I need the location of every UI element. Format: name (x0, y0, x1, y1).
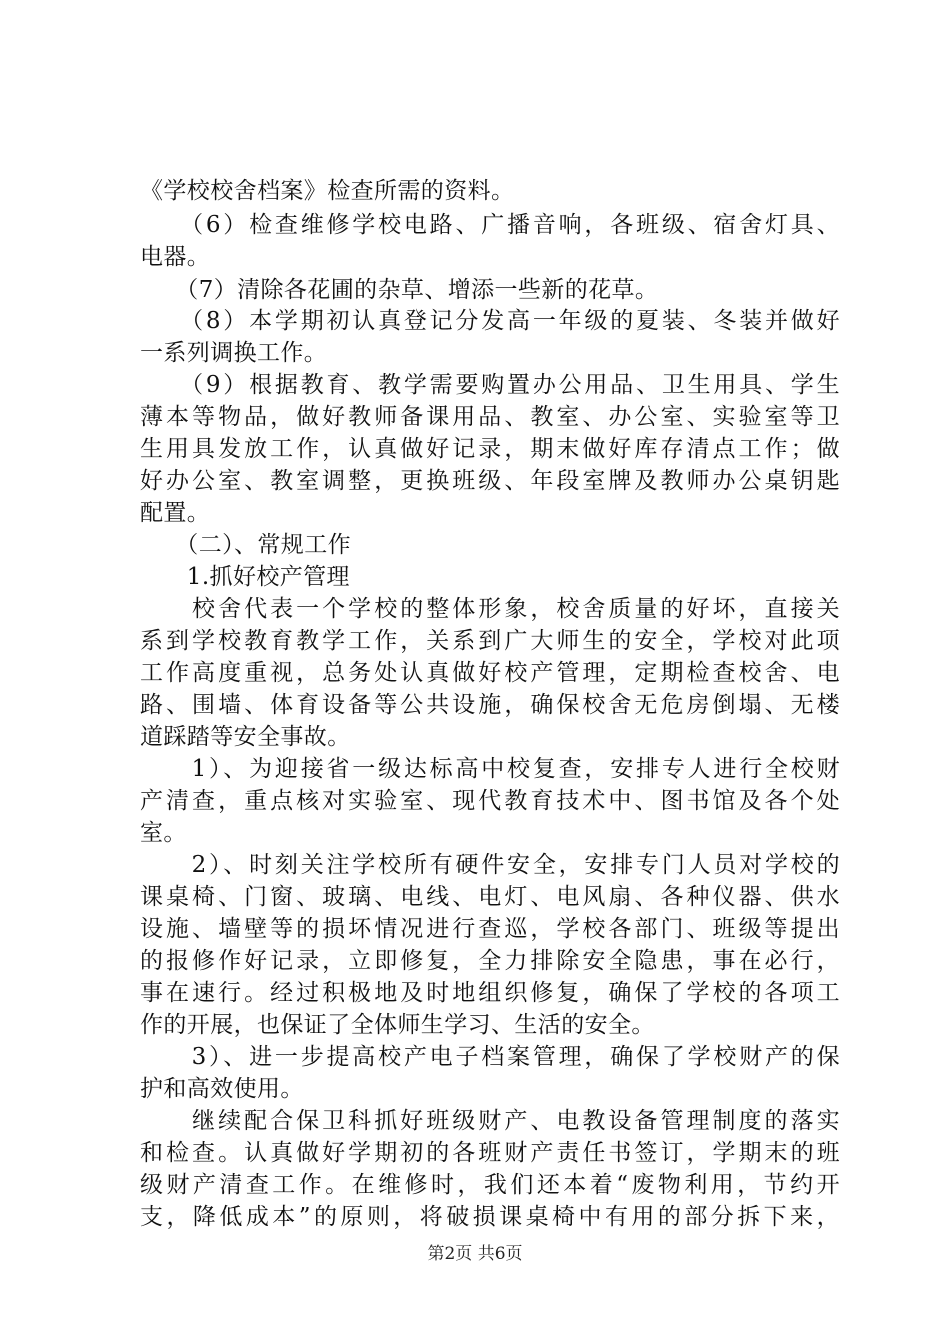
text-line: 作的开展，也保证了全体师生学习、生活的安全。 (140, 1012, 655, 1038)
text-line: 道踩踏等安全事故。 (140, 724, 351, 750)
text-line: 的报修作好记录，立即修复，全力排除安全隐患，事在必行， (140, 948, 840, 974)
text-line: 电器。 (140, 244, 211, 270)
text-line: 好办公室、教室调整，更换班级、年段室牌及教师办公桌钥匙 (140, 468, 840, 494)
text-line: 继续配合保卫科抓好班级财产、电教设备管理制度的落实 (140, 1108, 840, 1134)
text-line: 1）、为迎接省一级达标高中校复查，安排专人进行全校财 (140, 756, 840, 782)
text-line: 配置。 (140, 500, 211, 526)
text-line: 3）、进一步提高校产电子档案管理，确保了学校财产的保 (140, 1044, 840, 1070)
text-line: 系到学校教育教学工作，关系到广大师生的安全，学校对此项 (140, 628, 840, 654)
text-line: （6）检查维修学校电路、广播音响，各班级、宿舍灯具、 (140, 212, 840, 238)
text-line: 产清查，重点核对实验室、现代教育技术中、图书馆及各个处 (140, 788, 840, 814)
text-line: 《学校校舍档案》检查所需的资料。 (140, 178, 515, 204)
text-line: 2）、时刻关注学校所有硬件安全，安排专门人员对学校的 (140, 852, 840, 878)
text-line: 支，降低成本”的原则，将破损课桌椅中有用的部分拆下来， (140, 1204, 840, 1230)
subsection-heading: 1.抓好校产管理 (140, 564, 350, 590)
text-line: 路、围墙、体育设备等公共设施，确保校舍无危房倒塌、无楼 (140, 692, 840, 718)
text-line: （8）本学期初认真登记分发高一年级的夏装、冬装并做好 (140, 308, 840, 334)
text-line: 设施、墙壁等的损坏情况进行查巡，学校各部门、班级等提出 (140, 916, 840, 942)
text-line: 级财产清查工作。在维修时，我们还本着“废物利用，节约开 (140, 1172, 840, 1198)
section-heading: （二）、常规工作 (140, 532, 351, 558)
page-number-footer: 第2页 共6页 (427, 1244, 523, 1264)
text-line: 护和高效使用。 (140, 1076, 304, 1102)
text-line: 室。 (140, 820, 187, 846)
text-line: 工作高度重视，总务处认真做好校产管理，定期检查校舍、电 (140, 660, 840, 686)
text-line: 和检查。认真做好学期初的各班财产责任书签订，学期末的班 (140, 1140, 840, 1166)
text-line: 生用具发放工作，认真做好记录，期末做好库存清点工作；做 (140, 436, 840, 462)
text-line: 事在速行。经过积极地及时地组织修复，确保了学校的各项工 (140, 980, 840, 1006)
text-line: 薄本等物品，做好教师备课用品、教室、办公室、实验室等卫 (140, 404, 840, 430)
text-line: （9）根据教育、教学需要购置办公用品、卫生用具、学生 (140, 372, 840, 398)
text-line: （7）清除各花圃的杂草、增添一些新的花草。 (140, 277, 659, 303)
text-line: 一系列调换工作。 (140, 340, 328, 366)
text-line: 课桌椅、门窗、玻璃、电线、电灯、电风扇、各种仪器、供水 (140, 884, 840, 910)
text-line: 校舍代表一个学校的整体形象，校舍质量的好坏，直接关 (140, 596, 840, 622)
